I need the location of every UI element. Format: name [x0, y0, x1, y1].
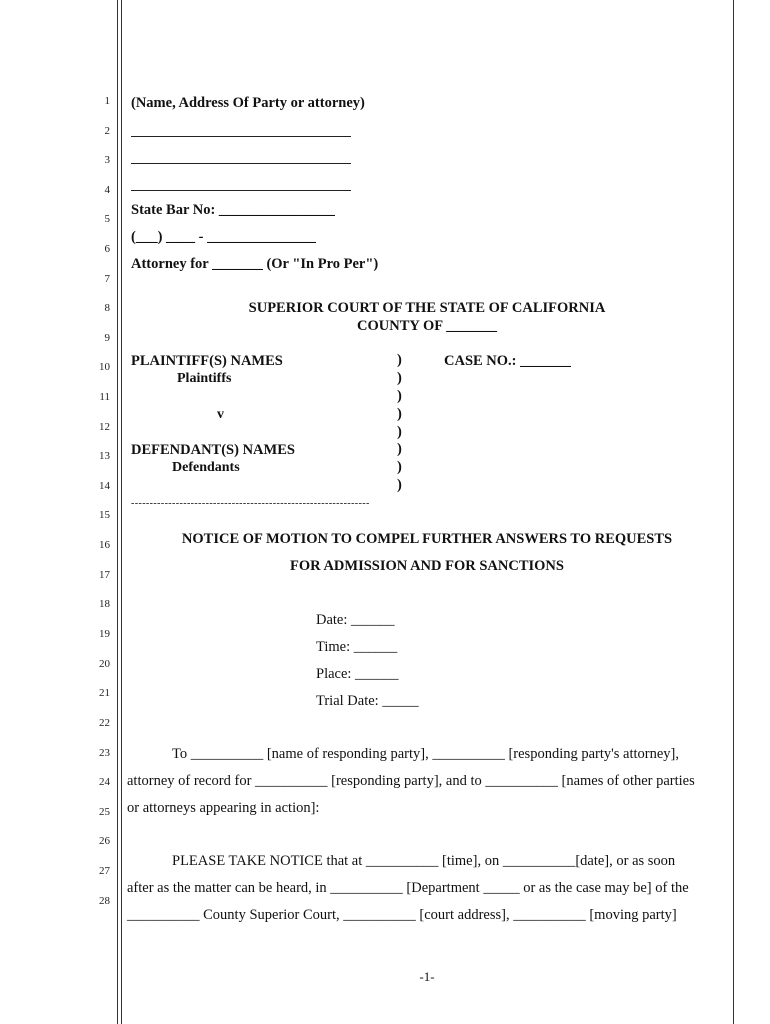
paragraph-1-line-2: attorney of record for __________ [responding party], and to __________ [names of other parties — [127, 773, 695, 789]
paragraph-2-line-1: PLEASE TAKE NOTICE that at __________ [time], on __________[date], or as soon — [172, 853, 676, 869]
paren: ) — [397, 477, 402, 493]
trial-date-field[interactable]: Trial Date: _____ — [316, 693, 419, 709]
hearing-time-field[interactable]: Time: ______ — [316, 639, 398, 655]
line-number: 21 — [99, 687, 110, 699]
name-address-label: (Name, Address Of Party or attorney) — [131, 95, 365, 111]
attorney-for-field[interactable]: Attorney for _______ (Or "In Pro Per") — [131, 256, 379, 272]
defendant-names[interactable]: DEFENDANT(S) NAMES — [131, 442, 295, 458]
defendants-label: Defendants — [172, 460, 240, 475]
line-number: 11 — [99, 391, 110, 403]
address-line-1[interactable] — [131, 136, 351, 137]
line-number: 16 — [99, 539, 110, 551]
line-number: 15 — [99, 509, 110, 521]
phone-field[interactable]: (___) ____ - _______________ — [131, 229, 316, 245]
hearing-date-field[interactable]: Date: ______ — [316, 612, 395, 628]
caption-divider: ---------------------------------------------------------------- — [131, 498, 370, 509]
left-margin-rule-2 — [121, 0, 122, 1024]
line-number: 5 — [104, 213, 110, 225]
line-number: 17 — [99, 569, 110, 581]
line-number: 9 — [104, 332, 110, 344]
line-number: 4 — [104, 184, 110, 196]
line-number: 3 — [104, 154, 110, 166]
paren: ) — [397, 406, 402, 422]
line-number: 20 — [99, 658, 110, 670]
paragraph-2-line-3: __________ County Superior Court, __________ [court address], __________ [moving party] — [127, 907, 677, 923]
line-number: 2 — [104, 125, 110, 137]
paragraph-2-line-2: after as the matter can be heard, in __________ [Department _____ or as the case may be] of the — [127, 880, 689, 896]
left-margin-rule-1 — [117, 0, 118, 1024]
line-number: 8 — [104, 302, 110, 314]
document-title-line-2: FOR ADMISSION AND FOR SANCTIONS — [290, 558, 564, 574]
line-number: 10 — [99, 361, 110, 373]
paren: ) — [397, 370, 402, 386]
plaintiff-names[interactable]: PLAINTIFF(S) NAMES — [131, 353, 283, 369]
line-number: 6 — [104, 243, 110, 255]
plaintiffs-label: Plaintiffs — [177, 371, 232, 386]
county-field[interactable]: COUNTY OF _______ — [357, 318, 497, 334]
versus-label: v — [217, 407, 224, 422]
paren: ) — [397, 459, 402, 475]
paragraph-1-line-1: To __________ [name of responding party], __________ [responding party's attorney], — [172, 746, 679, 762]
paren: ) — [397, 388, 402, 404]
line-number: 12 — [99, 421, 110, 433]
page-number: -1- — [419, 969, 435, 984]
line-number: 19 — [99, 628, 110, 640]
court-name: SUPERIOR COURT OF THE STATE OF CALIFORNIA — [248, 300, 606, 316]
line-number: 28 — [99, 895, 110, 907]
line-number: 27 — [99, 865, 110, 877]
address-line-2[interactable] — [131, 163, 351, 164]
state-bar-field[interactable]: State Bar No: ________________ — [131, 202, 335, 218]
paren: ) — [397, 424, 402, 440]
line-number: 23 — [99, 747, 110, 759]
paren: ) — [397, 352, 402, 368]
document-title-line-1: NOTICE OF MOTION TO COMPEL FURTHER ANSWERS TO REQUESTS — [181, 531, 673, 547]
line-number: 24 — [99, 776, 110, 788]
paren: ) — [397, 441, 402, 457]
line-number: 14 — [99, 480, 110, 492]
line-number: 7 — [104, 273, 110, 285]
line-number: 18 — [99, 598, 110, 610]
hearing-place-field[interactable]: Place: ______ — [316, 666, 399, 682]
address-line-3[interactable] — [131, 190, 351, 191]
line-number: 13 — [99, 450, 110, 462]
line-number: 26 — [99, 835, 110, 847]
right-margin-rule — [733, 0, 734, 1024]
line-number: 1 — [104, 95, 110, 107]
line-number: 25 — [99, 806, 110, 818]
line-number: 22 — [99, 717, 110, 729]
case-number-field[interactable]: CASE NO.: _______ — [444, 353, 571, 369]
paragraph-1-line-3: or attorneys appearing in action]: — [127, 800, 320, 816]
